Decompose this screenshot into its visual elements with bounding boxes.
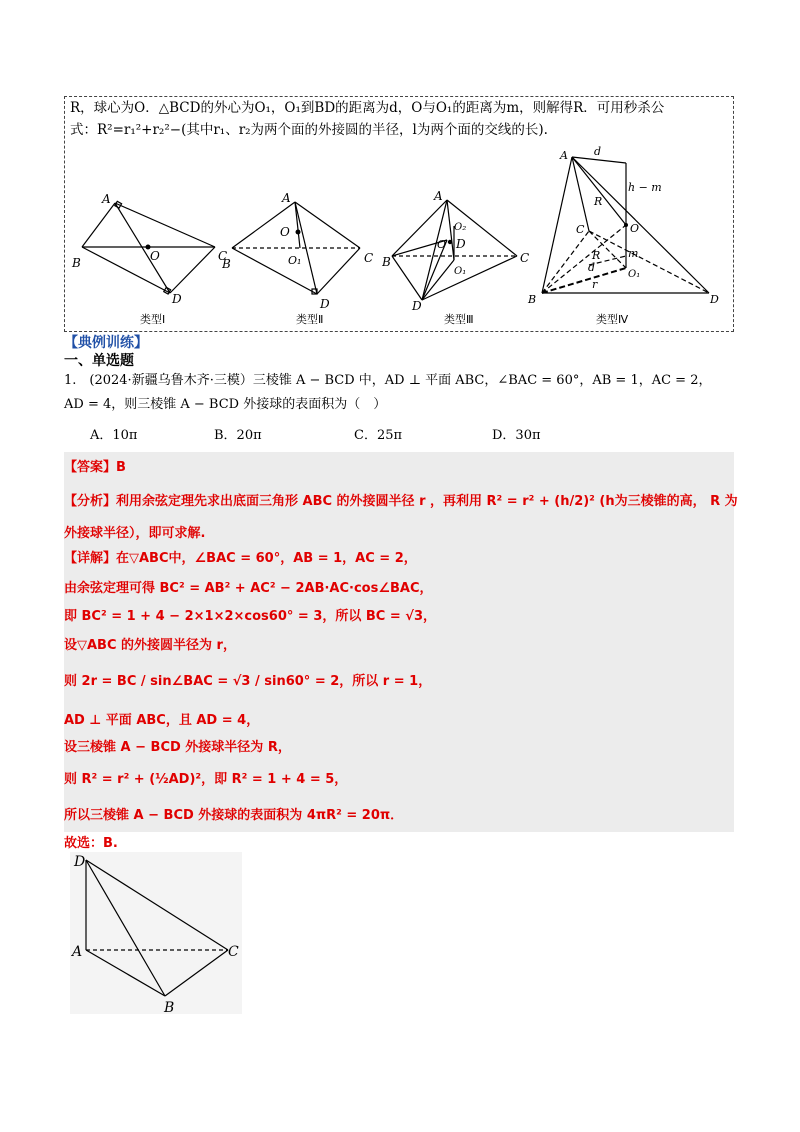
- svg-text:O: O: [150, 249, 160, 263]
- caption-type-2: 类型Ⅱ: [296, 313, 324, 326]
- svg-text:d: d: [594, 145, 602, 158]
- svg-text:C: C: [228, 944, 239, 960]
- analysis-line-1: 【分析】利用余弦定理先求出底面三角形 ABC 的外接圆半径 r ，再利用 R² = r² + (h/2)² (h为三棱锥的高， R 为: [64, 494, 738, 509]
- detail-line-3: 即 BC² = 1 + 4 − 2×1×2×cos60° = 3，所以 BC = √3，: [64, 609, 436, 624]
- svg-text:D: D: [74, 854, 86, 870]
- figure-type-1: [70, 185, 230, 305]
- section-title: 【典例训练】: [64, 335, 148, 351]
- figure-type-3: [382, 190, 532, 310]
- svg-text:B: B: [164, 1000, 175, 1014]
- svg-text:C: C: [218, 249, 228, 263]
- caption-type-4: 类型Ⅳ: [596, 313, 629, 326]
- detail-line-1: 【详解】在▽ABC中，∠BAC = 60°，AB = 1，AC = 2，: [64, 551, 417, 566]
- svg-text:R: R: [592, 249, 601, 262]
- svg-text:R: R: [594, 195, 603, 208]
- final-choice: 故选：B.: [64, 836, 118, 851]
- subsection-title: 一、单选题: [64, 353, 134, 369]
- svg-text:O₁: O₁: [454, 266, 467, 277]
- analysis-line-2: 外接球半径），即可求解.: [64, 526, 206, 541]
- svg-text:C: C: [364, 251, 374, 265]
- svg-text:C: C: [520, 251, 530, 265]
- svg-text:D: D: [172, 292, 182, 305]
- svg-text:h − m: h − m: [628, 181, 662, 194]
- svg-text:B: B: [222, 257, 231, 271]
- caption-type-1: 类型Ⅰ: [140, 313, 166, 326]
- intro-line-2: 式：R²=r₁²+r₂²−(其中r₁、r₂为两个面的外接圆的半径，l为两个面的交线的长).: [70, 122, 548, 138]
- detail-line-8: 则 R² = r² + (½AD)²，即 R² = 1 + 4 = 5，: [64, 772, 348, 787]
- svg-text:A: A: [72, 944, 83, 960]
- question-text: 1. (2024·新疆乌鲁木齐·三模）三棱锥 A − BCD 中，AD ⊥ 平面 ABC，∠BAC = 60°，AB = 1，AC = 2，: [64, 373, 712, 388]
- svg-text:B: B: [72, 256, 81, 270]
- option-b: B．20π: [214, 428, 262, 443]
- svg-text:B: B: [382, 255, 391, 269]
- svg-text:D: D: [710, 293, 719, 306]
- svg-text:d: d: [588, 261, 596, 274]
- svg-text:O₁: O₁: [288, 254, 302, 267]
- svg-text:O₂: O₂: [454, 222, 467, 233]
- detail-line-6: AD ⊥ 平面 ABC，且 AD = 4，: [64, 713, 260, 728]
- svg-text:D: D: [320, 297, 330, 310]
- svg-text:O: O: [630, 222, 640, 235]
- question-text-2: AD = 4，则三棱锥 A − BCD 外接球的表面积为（ ）: [64, 397, 387, 412]
- detail-line-5: 则 2r = BC / sin∠BAC = √3 / sin60° = 2，所以 r = 1，: [64, 674, 432, 689]
- svg-text:O: O: [280, 225, 290, 239]
- option-d: D．30π: [492, 428, 541, 443]
- svg-text:B: B: [528, 293, 537, 306]
- svg-text:O₁: O₁: [628, 269, 641, 280]
- svg-text:A: A: [434, 190, 443, 203]
- intro-line-1: R，球心为O．△BCD的外心为O₁，O₁到BD的距离为d，O与O₁的距离为m，则解得R．可用秒杀公: [70, 100, 665, 116]
- option-c: C．25π: [354, 428, 403, 443]
- svg-text:A: A: [102, 192, 111, 206]
- svg-text:C: C: [576, 223, 585, 236]
- svg-text:D: D: [456, 237, 466, 251]
- solution-figure: [70, 852, 242, 1014]
- figure-type-2: [222, 190, 382, 310]
- svg-text:A: A: [282, 191, 291, 205]
- detail-line-9: 所以三棱锥 A − BCD 外接球的表面积为 4πR² = 20π．: [64, 808, 404, 823]
- svg-text:O: O: [437, 238, 447, 251]
- detail-line-4: 设▽ABC 的外接圆半径为 r，: [64, 638, 236, 653]
- detail-line-7: 设三棱锥 A − BCD 外接球半径为 R，: [64, 740, 291, 755]
- svg-text:A: A: [560, 149, 568, 162]
- detail-line-2: 由余弦定理可得 BC² = AB² + AC² − 2AB·AC·cos∠BAC，: [64, 581, 433, 596]
- figure-type-4: [524, 143, 729, 311]
- svg-text:m: m: [628, 247, 639, 260]
- answer-label: 【答案】B: [64, 460, 126, 475]
- svg-text:r: r: [592, 278, 598, 291]
- svg-text:D: D: [412, 299, 422, 310]
- option-a: A．10π: [90, 428, 138, 443]
- caption-type-3: 类型Ⅲ: [444, 313, 474, 326]
